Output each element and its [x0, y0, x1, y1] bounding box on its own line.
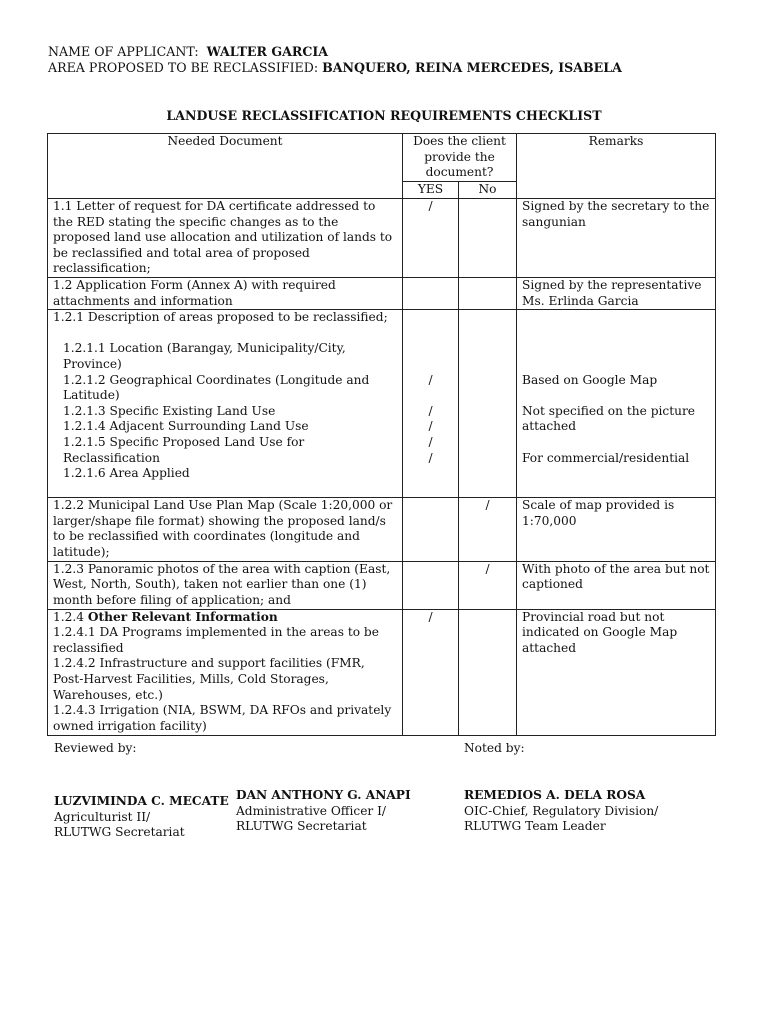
row-doc: [48, 609, 403, 735]
signatory-name: LUZVIMINDA C. MECATE: [54, 794, 229, 808]
requirements-checklist-table: [47, 133, 716, 736]
header-remarks: Remarks: [517, 134, 716, 199]
signatory-title: RLUTWG Team Leader: [464, 819, 606, 834]
remark-item: For commercial/residential: [522, 450, 690, 465]
header-client-provided: Does the client provide the document?: [403, 134, 517, 182]
row-doc: 1.2 Application Form (Annex A) with required attachments and information: [48, 277, 403, 309]
signatory-title: Administrative Officer I/: [236, 803, 387, 818]
header-no: No: [459, 182, 517, 199]
list-item: 1.2.1.4 Adjacent Surrounding Land Use: [63, 419, 309, 434]
header-needed-document: Needed Document: [48, 134, 403, 199]
yes-mark: /: [428, 419, 433, 434]
signatory-block: [464, 788, 658, 835]
header-yes: YES: [403, 182, 459, 199]
signatory-title: RLUTWG Secretariat: [54, 825, 185, 840]
area-line: [48, 60, 622, 76]
table-row: [48, 609, 716, 735]
table-row: [48, 277, 716, 309]
list-item: 1.2.1.2 Geographical Coordinates (Longitude and Latitude): [63, 372, 370, 403]
row-doc: 1.2.2 Municipal Land Use Plan Map (Scale 1:20,000 or larger/shape file format) showing the proposed land/s to be reclassified with coordinates (longitude and latitude);: [48, 498, 403, 561]
reviewed-by-label: Reviewed by:: [54, 741, 137, 755]
list-item: 1.2.4.3 Irrigation (NIA, BSWM, DA RFOs and privately owned irrigation facility): [53, 703, 392, 733]
yes-mark: /: [428, 450, 433, 465]
row-yes-marks: [403, 310, 459, 498]
row-yes-mark: [403, 277, 459, 309]
signatory-title: Agriculturist II/: [54, 809, 151, 824]
row-no-mark: /: [459, 498, 517, 561]
table-row: [48, 498, 716, 561]
row-remarks: [517, 310, 716, 498]
document-title: LANDUSE RECLASSIFICATION REQUIREMENTS CHECKLIST: [166, 108, 602, 123]
row-yes-mark: [403, 498, 459, 561]
remark-item: Not specified on the picture attached: [522, 403, 696, 434]
area-label: AREA PROPOSED TO BE RECLASSIFIED:: [48, 60, 319, 75]
row-doc: 1.1 Letter of request for DA certificate addressed to the RED stating the specific changes as to the proposed land use allocation and utilization of lands to be reclassified and total area of proposed reclassification;: [48, 199, 403, 278]
remark-item: Based on Google Map: [522, 372, 658, 387]
signatory-block: [236, 788, 411, 835]
table-row: [48, 199, 716, 278]
row-no-mark: [459, 277, 517, 309]
list-item: 1.2.1.5 Specific Proposed Land Use for Reclassification: [63, 434, 305, 465]
row-no-mark: [459, 199, 517, 278]
applicant-name: WALTER GARCIA: [206, 44, 329, 59]
row-yes-mark: [403, 561, 459, 609]
row-doc: [48, 310, 403, 498]
list-item: 1.2.1.3 Specific Existing Land Use: [63, 403, 276, 418]
yes-mark: /: [428, 403, 433, 418]
row-doc-title: 1.2.1 Description of areas proposed to be reclassified;: [53, 310, 388, 325]
list-item: 1.2.4.1 DA Programs implemented in the areas to be reclassified: [53, 625, 379, 655]
row-no-mark: /: [459, 561, 517, 609]
yes-mark: /: [428, 372, 433, 387]
signatory-name: DAN ANTHONY G. ANAPI: [236, 788, 411, 802]
yes-mark: /: [428, 434, 433, 449]
row-doc-title: 1.2.4 Other Relevant Information: [53, 609, 278, 624]
signatory-title: RLUTWG Secretariat: [236, 819, 367, 834]
area-value: BANQUERO, REINA MERCEDES, ISABELA: [322, 60, 622, 75]
row-yes-mark: /: [403, 199, 459, 278]
table-row: [48, 561, 716, 609]
list-item: 1.2.1.1 Location (Barangay, Municipality/City, Province): [63, 341, 346, 371]
table-header-row: [48, 134, 716, 182]
applicant-line: [48, 44, 328, 60]
row-remarks: Signed by the secretary to the sangunian: [517, 199, 716, 278]
noted-by-label: Noted by:: [464, 741, 525, 755]
list-item: 1.2.1.6 Area Applied: [63, 466, 190, 481]
row-no-mark: [459, 609, 517, 735]
signatory-block: [54, 794, 229, 841]
table-row: [48, 310, 716, 498]
applicant-label: NAME OF APPLICANT:: [48, 44, 199, 59]
row-no-mark: [459, 310, 517, 498]
list-item: 1.2.4.2 Infrastructure and support facilities (FMR, Post-Harvest Facilities, Mills, Cold Storages, Warehouses, etc.): [53, 656, 365, 702]
row-yes-mark: /: [403, 609, 459, 735]
signatory-name: REMEDIOS A. DELA ROSA: [464, 788, 646, 802]
signatory-title: OIC-Chief, Regulatory Division/: [464, 803, 659, 818]
row-doc: 1.2.3 Panoramic photos of the area with caption (East, West, North, South), taken not earlier than one (1) month before filing of application; and: [48, 561, 403, 609]
row-remarks: Scale of map provided is 1:70,000: [517, 498, 716, 561]
row-remarks: With photo of the area but not captioned: [517, 561, 716, 609]
row-remarks: Signed by the representative Ms. Erlinda Garcia: [517, 277, 716, 309]
row-remarks: Provincial road but not indicated on Google Map attached: [517, 609, 716, 735]
